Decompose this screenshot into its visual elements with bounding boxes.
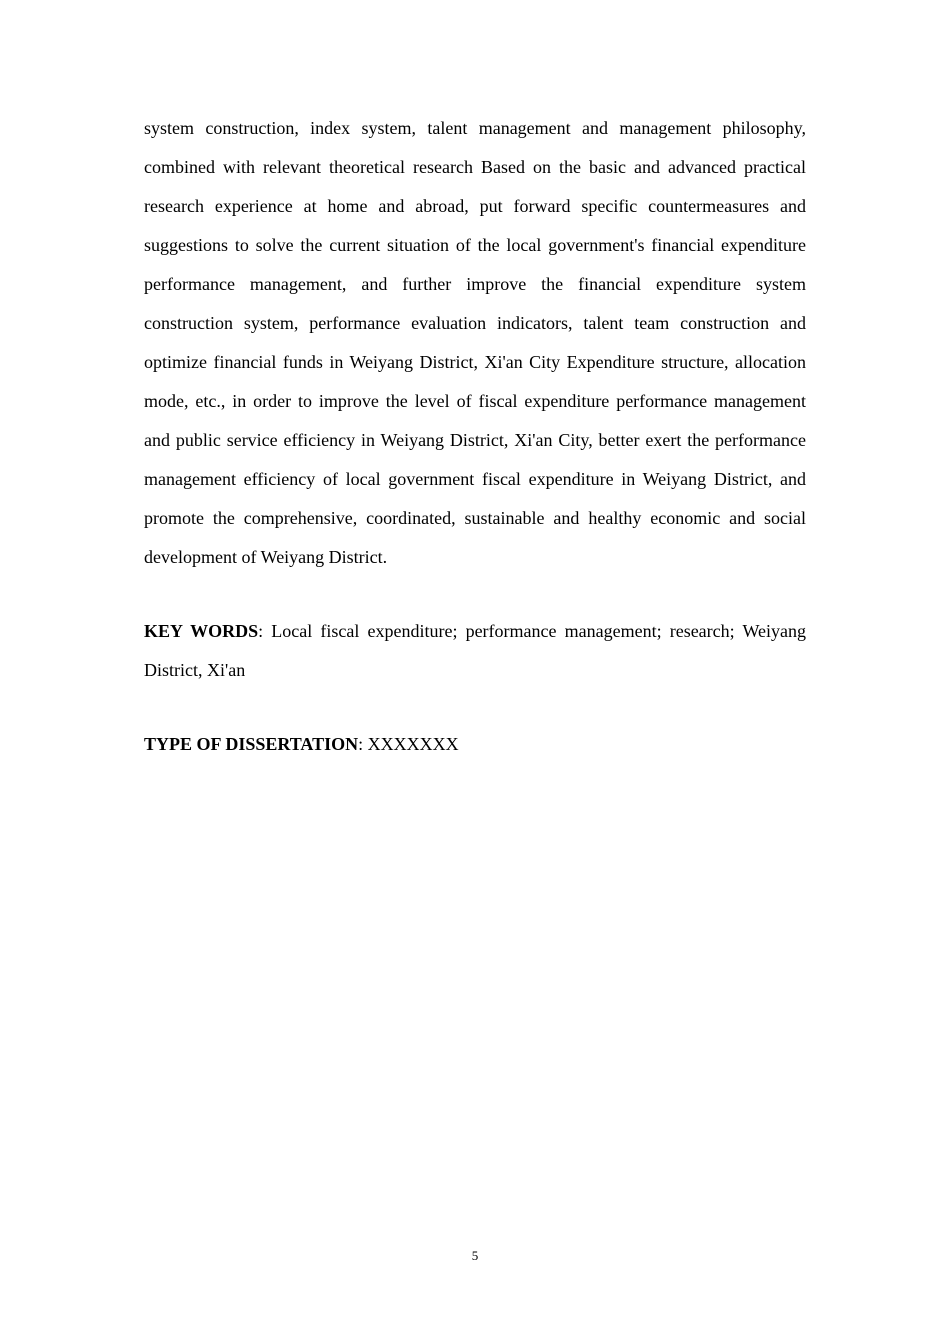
page-number: 5 — [471, 1248, 479, 1263]
keywords-value: Local fiscal expenditure; performance management; research; Weiyang District, Xi'an — [144, 621, 806, 680]
dissertation-type-label: TYPE OF DISSERTATION — [144, 734, 359, 754]
keywords-paragraph — [144, 612, 806, 690]
dissertation-type-value: XXXXXXX — [367, 734, 459, 754]
keywords-label: KEY WORDS — [144, 621, 259, 641]
keywords-separator: : — [258, 621, 272, 641]
dissertation-type-separator: : — [358, 734, 368, 754]
dissertation-type-paragraph — [144, 725, 806, 764]
abstract-body-text: system construction, index system, talent management and management philosophy, combined with relevant theoretical research Based on the basic and advanced practical research experience at home and abroad, put forward specific countermeasures and suggestions to solve the current situation of the local government's financial expenditure performance management, and further improve the financial expenditure system construction system, performance evaluation indicators, talent team construction and optimize financial funds in Weiyang District, Xi'an City Expenditure structure, allocation mode, etc., in order to improve the level of fiscal expenditure performance management and public service efficiency in Weiyang District, Xi'an City, better exert the performance management efficiency of local government fiscal expenditure in Weiyang District, and promote the comprehensive, coordinated, sustainable and healthy economic and social development of Weiyang District. — [144, 118, 806, 567]
